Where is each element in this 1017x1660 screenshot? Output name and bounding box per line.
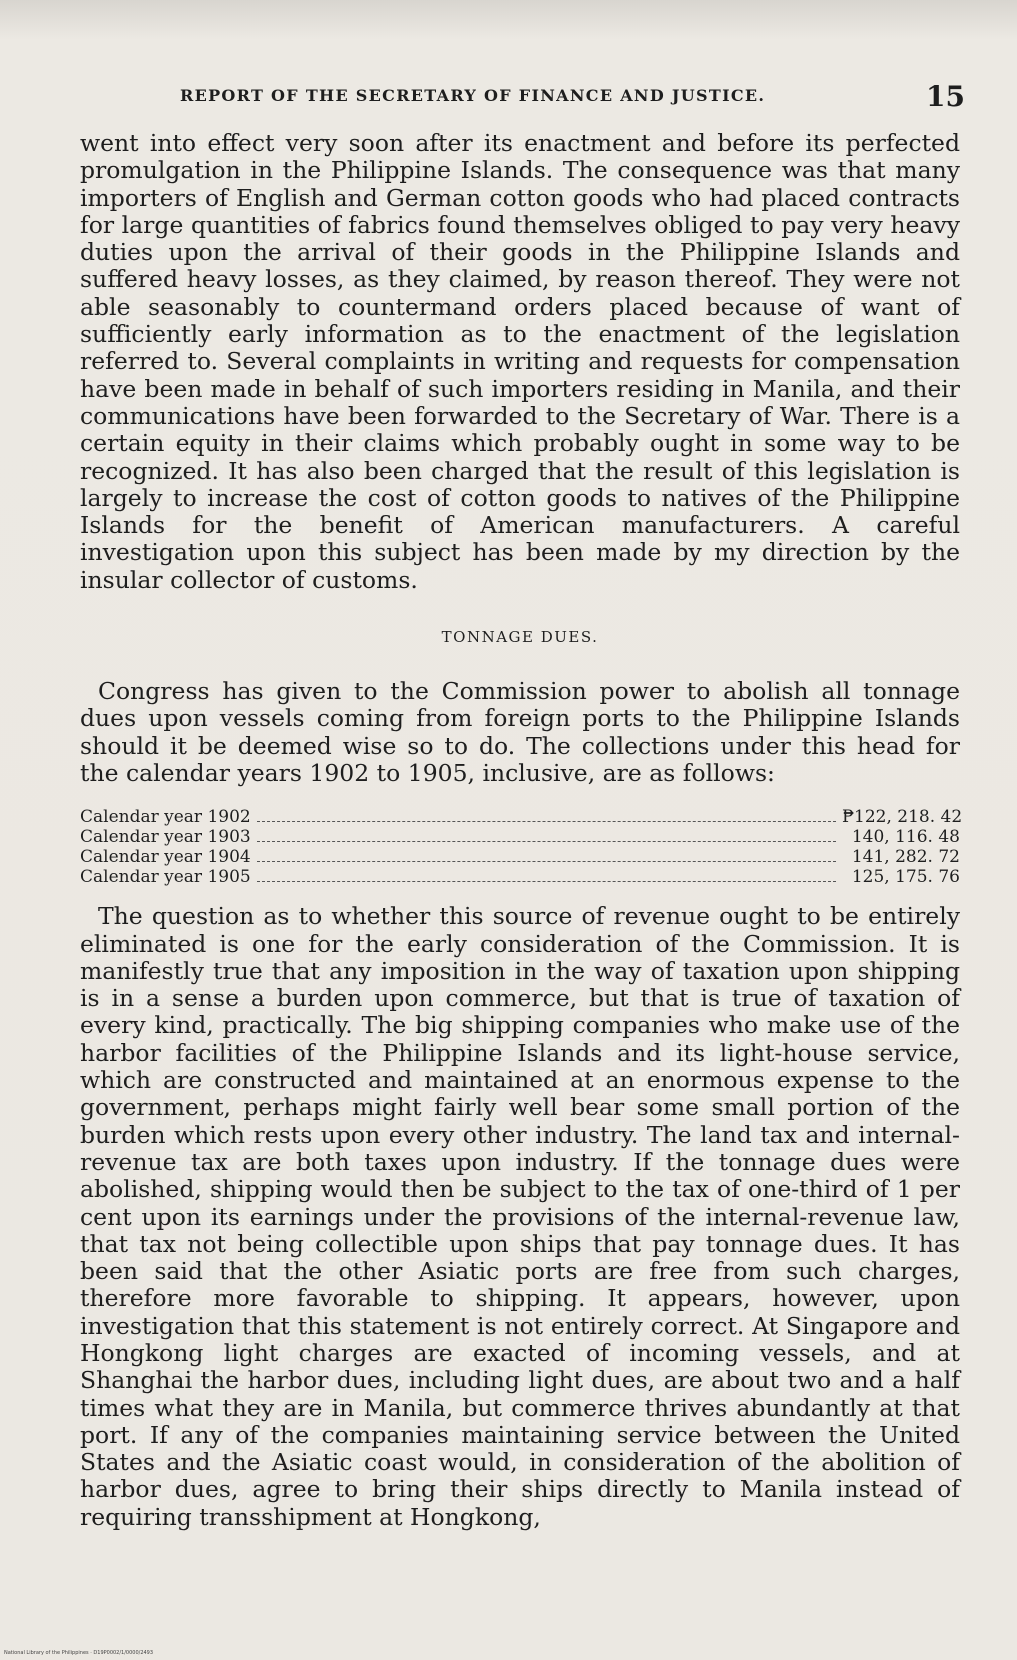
row-amount: ₱122, 218. 42	[842, 807, 963, 828]
leader-dots	[257, 820, 836, 822]
table-row	[80, 807, 963, 828]
page-number: 15	[926, 80, 965, 113]
table-row	[80, 827, 960, 847]
paragraph-question: The question as to whether this source of revenue ought to be entirely eliminated is one for the early consideration of the Commission. It is manifestly true that any imposition in the way of taxation upon shipping is in a sense a burden upon commerce, but that is true of taxation of every kind, practically. The big shipping companies who make use of the harbor facilities of the Philippine Islands and its light-house service, which are constructed and maintained at an enormous expense to the government, perhaps might fairly well bear some small portion of the burden which rests upon every other industry. The land tax and internal-revenue tax are both taxes upon industry. If the tonnage dues were abolished, shipping would then be subject to the tax of one-third of 1 per cent upon its earnings under the provisions of the internal-revenue law, that tax not being collectible upon ships that pay tonnage dues. It has been said that the other Asiatic ports are free from such charges, therefore more favorable to shipping. It appears, however, upon investigation that this statement is not entirely correct. At Singapore and Hongkong light charges are exacted of incoming vessels, and at Shanghai the harbor dues, including light dues, are about two and a half times what they are in Manila, but commerce thrives abundantly at that port. If any of the companies maintaining service between the United States and the Asiatic coast would, in consideration of the abolition of harbor dues, agree to bring their ships directly to Manila instead of requiring transshipment at Hongkong,	[80, 902, 960, 1531]
page-header	[0, 80, 1017, 116]
paragraph-congress: Congress has given to the Commission power to abolish all tonnage dues upon vessels coming from foreign ports to the Philippine Islands should it be deemed wise so to do. The collections under this head for the calendar years 1902 to 1905, inclusive, are as follows:	[80, 677, 960, 787]
section-title: TONNAGE DUES.	[441, 628, 599, 647]
row-label: Calendar year 1905	[80, 867, 251, 888]
page-body	[80, 129, 963, 1531]
leader-dots	[257, 840, 836, 842]
paragraph-intro: went into effect very soon after its enactment and before its perfected promulgation in the Philippine Islands. The consequence was that many importers of English and German cotton goods who had placed contracts for large quantities of fabrics found themselves obliged to pay very heavy duties upon the arrival of their goods in the Philippine Islands and suffered heavy losses, as they claimed, by reason thereof. They were not able seasonably to countermand orders placed because of want of sufficiently early information as to the enactment of the legislation referred to. Several complaints in writing and requests for compensation have been made in behalf of such importers residing in Manila, and their communications have been forwarded to the Secretary of War. There is a certain equity in their claims which probably ought in some way to be recognized. It has also been charged that the result of this legislation is largely to increase the cost of cotton goods to natives of the Philippine Islands for the benefit of American manufacturers. A careful investigation upon this subject has been made by my direction by the insular collector of customs.	[80, 129, 960, 594]
row-amount: 125, 175. 76	[851, 867, 960, 888]
table-row	[80, 847, 960, 867]
row-label: Calendar year 1902	[80, 807, 251, 828]
table-row	[80, 867, 960, 887]
row-label: Calendar year 1903	[80, 827, 251, 848]
leader-dots	[257, 880, 836, 882]
running-head: REPORT OF THE SECRETARY OF FINANCE AND JUSTICE.	[180, 86, 766, 105]
collections-table	[80, 807, 963, 888]
footer-note: National Library of the Philippines · D19P0002/1/0000/2493	[4, 1650, 154, 1656]
row-amount: 141, 282. 72	[851, 847, 960, 868]
row-label: Calendar year 1904	[80, 847, 251, 868]
leader-dots	[257, 860, 836, 862]
row-amount: 140, 116. 48	[851, 827, 960, 848]
